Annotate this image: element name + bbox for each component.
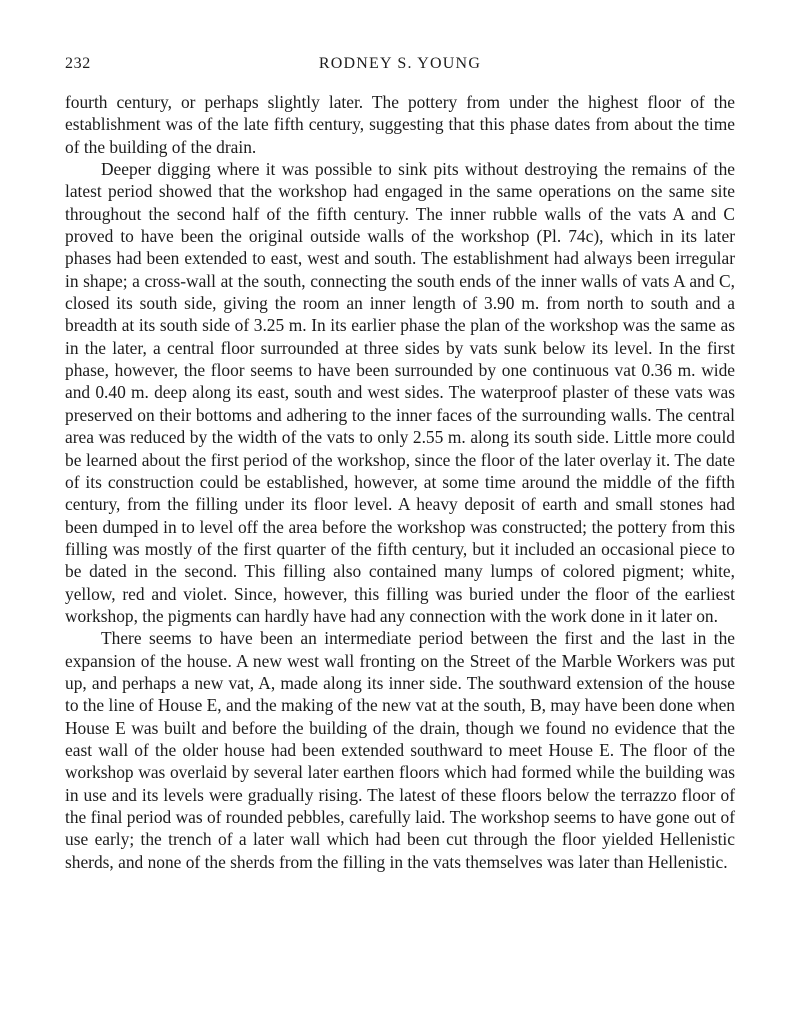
page (65, 55, 735, 873)
paragraph-intermediate-period: There seems to have been an intermediate period between the first and the last in the expansion of the house. A new west wall fronting on the Street of the Marble Workers was put up, and perhaps a new vat, A, made along its inner side. The southward extension of the house to the line of House E, and the making of the new vat at the south, B, may have been done when House E was built and before the building of the drain, though we found no evidence that the east wall of the older house had been extended southward to meet House E. The floor of the workshop was overlaid by several later earthen floors which had formed while the building was in use and its levels were gradually rising. The latest of these floors below the terrazzo floor of the final period was of rounded pebbles, carefully laid. The workshop seems to have gone out of use early; the trench of a later wall which had been cut through the floor yielded Hellenistic sherds, and none of the sherds from the filling in the vats themselves was later than Hellenistic. (65, 628, 735, 872)
running-head-author: RODNEY S. YOUNG (318, 55, 482, 72)
page-number: 232 (65, 55, 91, 72)
running-head (65, 55, 735, 81)
paragraph-continued: fourth century, or perhaps slightly later. The pottery from under the highest floor of the establishment was of the late fifth century, suggesting that this phase dates from about the time of the building of the drain. (65, 92, 735, 157)
paragraph-deeper-digging: Deeper digging where it was possible to sink pits without destroying the remains of the latest period showed that the workshop had engaged in the same operations on the same site throughout the second half of the fifth century. The inner rubble walls of the vats A and C proved to have been the original outside walls of the workshop (Pl. 74c), which in its later phases had been extended to east, west and south. The establishment had always been irregular in shape; a cross-wall at the south, connecting the south ends of the inner walls of vats A and C, closed its south side, giving the room an inner length of 3.90 m. from north to south and a breadth at its south side of 3.25 m. In its earlier phase the plan of the workshop was the same as in the later, a central floor surrounded at three sides by vats sunk below its level. In the first phase, however, the floor seems to have been surrounded by one continuous vat 0.36 m. wide and 0.40 m. deep along its east, south and west sides. The waterproof plaster of these vats was preserved on their bottoms and adhering to the inner faces of the surrounding walls. The central area was reduced by the width of the vats to only 2.55 m. along its south side. Little more could be learned about the first period of the workshop, since the floor of the later overlay it. The date of its construction could be established, however, at some time around the middle of the fifth century, from the filling under its floor level. A heavy deposit of earth and small stones had been dumped in to level off the area before the workshop was constructed; the pottery from this filling was mostly of the first quarter of the fifth century, but it included an occasional piece to be dated in the second. This filling also contained many lumps of colored pigment; white, yellow, red and violet. Since, however, this filling was buried under the floor of the earliest workshop, the pigments can hardly have had any connection with the work done in it later on. (65, 159, 735, 626)
body-text (65, 91, 735, 873)
